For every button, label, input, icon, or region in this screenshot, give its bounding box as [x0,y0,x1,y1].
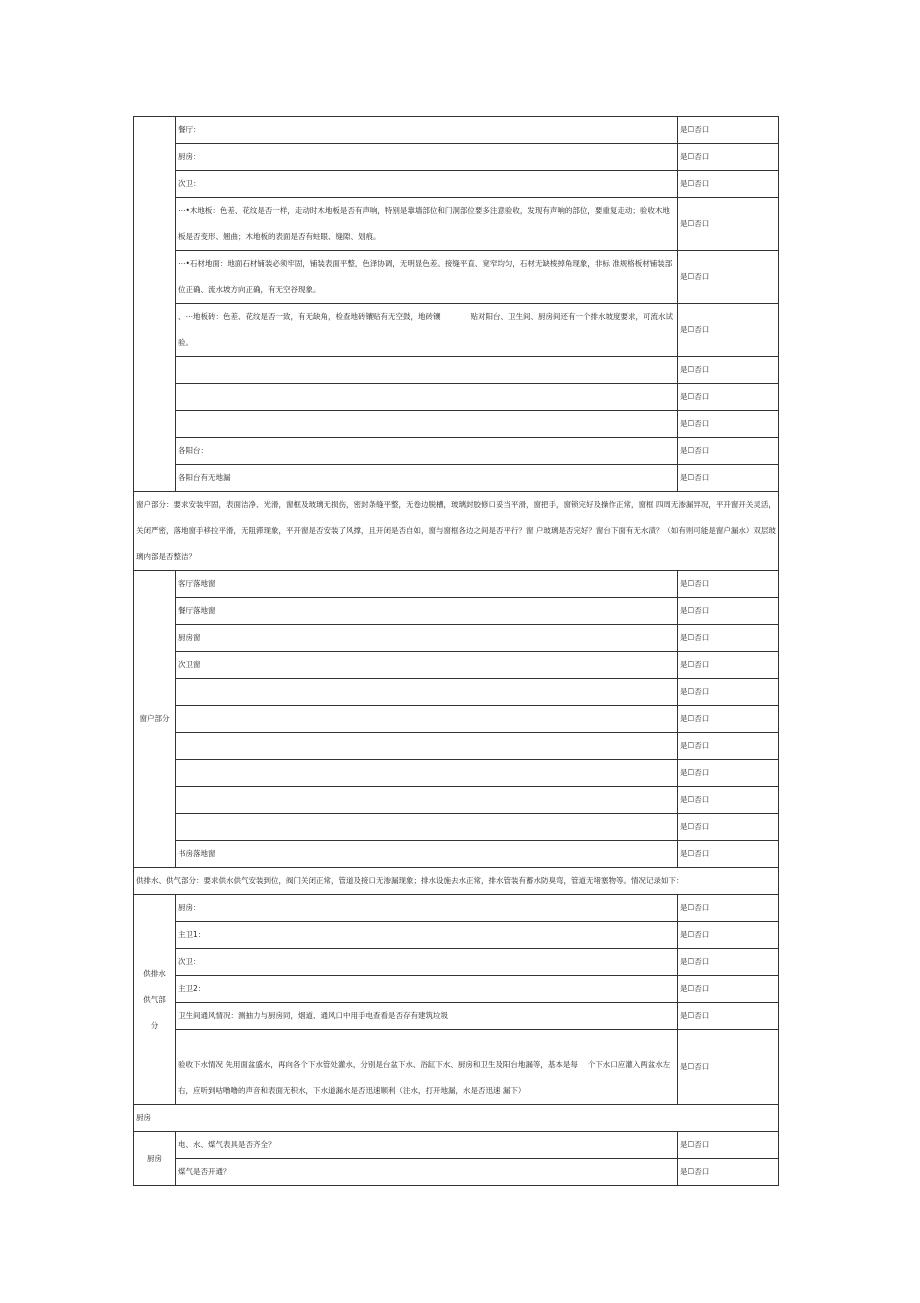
window-item-living: 客厅落地窗 [176,571,678,598]
window-item-blank-6 [176,814,678,841]
window-check-second-bath[interactable]: 是☐否口 [678,652,779,679]
floor-check-blank-3[interactable]: 是☐否口 [678,411,779,438]
floor-check-kitchen[interactable]: 是☐否口 [678,144,779,171]
window-check-blank-5[interactable]: 是☐否口 [678,787,779,814]
floor-section-cell [134,117,176,492]
floor-check-stone[interactable]: 是☐否口 [678,251,779,304]
plumbing-check-kitchen[interactable]: 是☐否口 [678,895,779,922]
plumbing-item-master-bath-2: 主卫2： [176,976,678,1003]
window-item-dining: 餐厅落地窗 [176,598,678,625]
plumbing-label-line-3: 分 [150,1020,159,1030]
floor-item-second-bath: 次卫： [176,171,678,198]
window-item-kitchen: 厨房窗 [176,625,678,652]
floor-item-wood: ⋯•木地板：色差、花纹是否一样，走动时木地板是否有声响，特别是靠墙部位和门洞部位要多注意验收，发现有声响的部位，要重复走动；验收木地板是否变形、翘曲；木地板的表面是否有蛀眼、缝隙、划痕。 [176,198,678,251]
kitchen-item-gas: 煤气是否开通？ [176,1159,678,1186]
floor-item-balcony: 各阳台： [176,438,678,465]
floor-check-tile[interactable]: 是☐否口 [678,304,779,357]
window-check-blank-4[interactable]: 是☐否口 [678,760,779,787]
window-check-study[interactable]: 是☐否口 [678,841,779,868]
plumbing-item-master-bath-1: 主卫1： [176,922,678,949]
floor-item-kitchen: 厨房： [176,144,678,171]
window-item-blank-1 [176,679,678,706]
floor-item-blank-1 [176,357,678,384]
floor-check-second-bath[interactable]: 是☐否口 [678,171,779,198]
floor-item-tile: 、⋯地板砖：色差、花纹是否一致，有无缺角，检查地砖镶贴有无空鼓，地砖镶 贴对阳台、卫生间、厨房间还有一个排水坡度要求，可流水试验。 [176,304,678,357]
floor-item-balcony-drain: 各阳台有无地漏 [176,465,678,492]
window-check-blank-2[interactable]: 是☐否口 [678,706,779,733]
window-check-blank-1[interactable]: 是☐否口 [678,679,779,706]
floor-item-stone: ⋯•石材地面：地面石材铺装必须牢固，铺装表面平整，色泽协调，无明显色差。接缝平直、宽窄均匀，石材无缺棱掉角现象，非标 准规格板材铺装部位正确、流水坡方向正确，有无空谷现象。 [176,251,678,304]
window-section-label: 窗户部分 [134,571,176,868]
kitchen-check-meters[interactable]: 是☐否口 [678,1132,779,1159]
plumbing-item-ventilation: 卫生间通风情况：测抽力与厨房同，烟道、通风口中用手电查看是否存有建筑垃圾 [176,1003,678,1030]
kitchen-item-meters: 电、水、煤气表具是否齐全？ [176,1132,678,1159]
plumbing-check-master-bath-1[interactable]: 是☐否口 [678,922,779,949]
window-item-blank-4 [176,760,678,787]
plumbing-section-label [134,895,176,1105]
window-item-blank-2 [176,706,678,733]
plumbing-label-line-1: 供排水 [143,968,166,978]
window-item-blank-5 [176,787,678,814]
window-item-study: 书房落地窗 [176,841,678,868]
plumbing-check-ventilation[interactable]: 是☐否口 [678,1003,779,1030]
kitchen-section-label: 厨房 [134,1132,176,1186]
window-item-blank-3 [176,733,678,760]
floor-check-balcony-drain[interactable]: 是☐否口 [678,465,779,492]
floor-item-dining: 餐厅： [176,117,678,144]
kitchen-heading: 厨房 [134,1105,779,1132]
floor-check-blank-1[interactable]: 是☐否口 [678,357,779,384]
plumbing-check-second-bath[interactable]: 是☐否口 [678,949,779,976]
window-check-dining[interactable]: 是☐否口 [678,598,779,625]
window-check-kitchen[interactable]: 是☐否口 [678,625,779,652]
floor-check-blank-2[interactable]: 是☐否口 [678,384,779,411]
floor-check-wood[interactable]: 是☐否口 [678,198,779,251]
window-check-blank-3[interactable]: 是☐否口 [678,733,779,760]
floor-check-dining[interactable]: 是☐否口 [678,117,779,144]
window-item-second-bath: 次卫窗 [176,652,678,679]
window-check-living[interactable]: 是☐否口 [678,571,779,598]
plumbing-item-kitchen: 厨房： [176,895,678,922]
floor-check-balcony[interactable]: 是☐否口 [678,438,779,465]
plumbing-item-second-bath: 次卫： [176,949,678,976]
kitchen-check-gas[interactable]: 是☐否口 [678,1159,779,1186]
plumbing-item-drain-test: 验收下水情况 先用面盆盛水，再向各个下水管处灌水，分别是台盆下水、浴缸下水、厨房和卫生及阳台地漏等，基本是每 个下水口应灌入两盆水左右，应听到咕噜噜的声音和表面无积水，下水道漏水是否迅速顺利（注水，打开地漏，水是否迅速 漏下） [176,1030,678,1105]
inspection-form [133,116,779,1186]
plumbing-label-line-2: 供气部 [143,994,166,1004]
window-check-blank-6[interactable]: 是☐否口 [678,814,779,841]
plumbing-check-master-bath-2[interactable]: 是☐否口 [678,976,779,1003]
plumbing-check-drain-test[interactable]: 是☐否口 [678,1030,779,1105]
floor-item-blank-2 [176,384,678,411]
floor-item-blank-3 [176,411,678,438]
plumbing-requirements-note: 供排水、供气部分：要求供水供气安装到位，阀门关闭正常，管道及接口无渗漏现象；排水设施去水正常，排水管装有蓄水防臭弯，管道无堵塞物等。情况记录如下： [134,868,779,895]
window-requirements-note: 窗户部分：要求安装牢固，表面洁净、光滑，窗框及玻璃无损伤，密封条缝平整，无卷边脱槽，玻璃封胶修口妥当平滑，窗把手，窗锁完好及操作正常，窗框 四周无渗漏异况，平开窗开关灵活，关闭严密，落地窗手移拉平滑，无阻滞现象，平开窗是否安装了风撑，且开闭是否自如，窗与窗框各边之间是否平行？窗 户玻璃是否完好？窗台下面有无水渍？（如有则可能是窗户漏水）双层玻璃内部是否整洁？ [134,492,779,571]
